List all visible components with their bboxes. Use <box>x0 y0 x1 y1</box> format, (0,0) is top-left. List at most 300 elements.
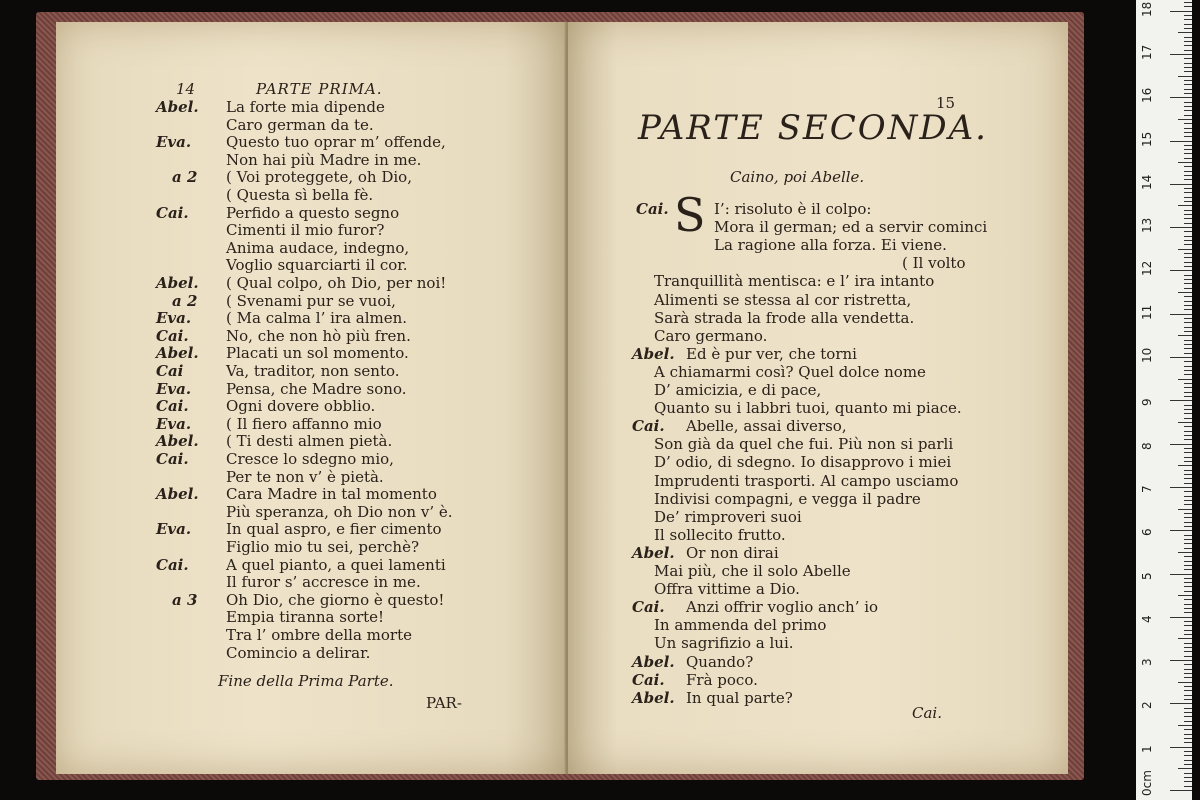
ruler-minor-tick <box>1184 366 1192 367</box>
ruler-tick <box>1170 357 1192 358</box>
verse-line: Cresce lo sdegno mio, <box>226 450 394 468</box>
ruler-minor-tick <box>1184 2 1192 3</box>
ruler-minor-tick <box>1184 457 1192 458</box>
ruler-minor-tick <box>1184 331 1192 332</box>
ruler-minor-tick <box>1184 751 1192 752</box>
ruler-minor-tick <box>1184 708 1192 709</box>
ruler-tick <box>1170 11 1192 12</box>
catchword: Cai. <box>912 704 942 722</box>
ruler-minor-tick <box>1184 179 1192 180</box>
ruler-minor-tick <box>1184 240 1192 241</box>
ruler-label: 7 <box>1140 485 1154 493</box>
ruler-tick <box>1170 703 1192 704</box>
ruler-minor-tick <box>1184 231 1192 232</box>
ruler-tick <box>1170 574 1192 575</box>
verse-line: In ammenda del primo <box>654 616 827 635</box>
ruler-minor-tick <box>1184 643 1192 644</box>
ruler-minor-tick <box>1184 435 1192 436</box>
ruler-minor-tick <box>1184 612 1192 613</box>
ruler-minor-tick <box>1184 19 1192 20</box>
verse-line: ( Il volto <box>902 254 966 273</box>
speaker-label: Cai. <box>156 326 189 345</box>
closing-line: Fine della Prima Parte. <box>218 672 394 690</box>
ruler-minor-tick <box>1184 288 1192 289</box>
speaker-label: Abel. <box>632 688 675 707</box>
ruler-minor-tick <box>1184 128 1192 129</box>
verse-line: Caro german da te. <box>226 115 374 134</box>
verse-line: Abelle, assai diverso, <box>686 417 847 436</box>
ruler-minor-tick <box>1184 608 1192 609</box>
ruler-minor-tick <box>1184 136 1192 137</box>
page-title: PARTE SECONDA. <box>638 108 988 148</box>
ruler-minor-tick <box>1184 426 1192 427</box>
verse-line: Anzi offrir voglio anch’ io <box>686 598 879 617</box>
verse-line: De’ rimproveri suoi <box>654 507 802 526</box>
ruler-minor-tick <box>1178 465 1192 466</box>
ruler-minor-tick <box>1184 361 1192 362</box>
verse-line: A chiamarmi così? Quel dolce nome <box>654 362 926 381</box>
ruler-minor-tick <box>1184 677 1192 678</box>
ruler-minor-tick <box>1184 387 1192 388</box>
ruler-minor-tick <box>1184 673 1192 674</box>
ruler-minor-tick <box>1184 413 1192 414</box>
catchword: PAR- <box>426 694 462 712</box>
ruler-minor-tick <box>1184 71 1192 72</box>
speaker-label: Abel. <box>632 652 675 671</box>
ruler-minor-tick <box>1178 509 1192 510</box>
ruler-minor-tick <box>1184 760 1192 761</box>
verse-line: I’: risoluto è il colpo: <box>714 200 872 218</box>
ruler-minor-tick <box>1178 638 1192 639</box>
page-number: 15 <box>936 94 956 112</box>
speaker-label: Abel. <box>156 98 199 116</box>
ruler-label: 6 <box>1140 528 1154 537</box>
speaker-label: Cai. <box>632 417 665 436</box>
ruler-minor-tick <box>1184 383 1192 384</box>
ruler-minor-tick <box>1184 647 1192 648</box>
speaker-label: Cai. <box>156 450 189 468</box>
ruler-minor-tick <box>1178 379 1192 380</box>
ruler-minor-tick <box>1184 630 1192 631</box>
ruler-minor-tick <box>1184 483 1192 484</box>
ruler-minor-tick <box>1184 37 1192 38</box>
verse-line: Figlio mio tu sei, perchè? <box>226 538 420 556</box>
verse-line: Cara Madre in tal momento <box>226 485 437 504</box>
ruler-minor-tick <box>1184 396 1192 397</box>
verse-line: Frà poco. <box>686 670 758 689</box>
ruler-minor-tick <box>1184 84 1192 85</box>
ruler-label: 11 <box>1140 304 1154 320</box>
ruler-minor-tick <box>1184 6 1192 7</box>
verse-line: D’ odio, di sdegno. Io disapprovo i miei <box>654 453 952 472</box>
ruler-minor-tick <box>1184 305 1192 306</box>
ruler-tick <box>1170 400 1192 401</box>
ruler-minor-tick <box>1184 353 1192 354</box>
ruler-minor-tick <box>1184 565 1192 566</box>
ruler-minor-tick <box>1184 188 1192 189</box>
ruler-minor-tick <box>1178 119 1192 120</box>
ruler-minor-tick <box>1184 625 1192 626</box>
ruler-tick <box>1170 660 1192 661</box>
ruler-minor-tick <box>1184 223 1192 224</box>
ruler-minor-tick <box>1184 171 1192 172</box>
ruler-minor-tick <box>1184 764 1192 765</box>
ruler-minor-tick <box>1184 309 1192 310</box>
ruler-minor-tick <box>1178 162 1192 163</box>
verse-line: Un sagrifizio a lui. <box>654 634 794 653</box>
ruler-minor-tick <box>1184 409 1192 410</box>
right-page <box>568 22 1068 774</box>
verse-line: Anima audace, indegno, <box>226 238 410 257</box>
speaker-label: Eva. <box>156 414 192 433</box>
ruler-label: 2 <box>1140 701 1154 710</box>
verse-line: Imprudenti trasporti. Al campo usciamo <box>654 471 959 490</box>
ruler-minor-tick <box>1184 491 1192 492</box>
ruler-label: 12 <box>1140 261 1154 277</box>
ruler-minor-tick <box>1184 374 1192 375</box>
ruler-label: 18 <box>1140 1 1154 17</box>
ruler-minor-tick <box>1184 504 1192 505</box>
ruler-minor-tick <box>1184 41 1192 42</box>
ruler-minor-tick <box>1184 621 1192 622</box>
verse-line: Voglio squarciarti il cor. <box>226 256 408 275</box>
ruler-minor-tick <box>1184 392 1192 393</box>
verse-line: D’ amicizia, e di pace, <box>654 381 822 399</box>
verse-line: Son già da quel che fui. Più non si parli <box>654 435 954 454</box>
verse-line: Pensa, che Madre sono. <box>226 379 407 398</box>
running-head: PARTE PRIMA. <box>256 80 383 98</box>
ruler-minor-tick <box>1184 158 1192 159</box>
ruler-minor-tick <box>1178 725 1192 726</box>
ruler-minor-tick <box>1184 729 1192 730</box>
ruler-minor-tick <box>1178 76 1192 77</box>
ruler-minor-tick <box>1184 266 1192 267</box>
ruler-minor-tick <box>1178 682 1192 683</box>
ruler-minor-tick <box>1184 348 1192 349</box>
ruler-label: 0cm <box>1140 770 1154 796</box>
ruler-tick <box>1170 141 1192 142</box>
ruler-minor-tick <box>1184 500 1192 501</box>
ruler-minor-tick <box>1184 556 1192 557</box>
ruler-minor-tick <box>1184 275 1192 276</box>
ruler-label: 10 <box>1140 347 1154 363</box>
ruler-minor-tick <box>1184 149 1192 150</box>
ruler-tick <box>1170 530 1192 531</box>
ruler-minor-tick <box>1184 781 1192 782</box>
verse-line: Placati un sol momento. <box>226 344 409 363</box>
verse-line: Questo tuo oprar m’ offende, <box>226 133 446 152</box>
ruler-minor-tick <box>1184 262 1192 263</box>
ruler-minor-tick <box>1178 249 1192 250</box>
verse-line: Alimenti se stessa al cor ristretta, <box>654 290 912 309</box>
verse-line: A quel pianto, a quei lamenti <box>226 555 446 574</box>
ruler-minor-tick <box>1184 522 1192 523</box>
ruler-minor-tick <box>1184 327 1192 328</box>
ruler-minor-tick <box>1184 301 1192 302</box>
speaker-label: Eva. <box>156 309 192 328</box>
verse-line: Il furor s’ accresce in me. <box>226 573 421 592</box>
ruler-minor-tick <box>1184 344 1192 345</box>
ruler-minor-tick <box>1184 153 1192 154</box>
verse-line: Or non dirai <box>686 543 779 562</box>
ruler-minor-tick <box>1184 166 1192 167</box>
ruler-minor-tick <box>1184 431 1192 432</box>
ruler-minor-tick <box>1184 773 1192 774</box>
ruler-minor-tick <box>1184 669 1192 670</box>
ruler-minor-tick <box>1178 422 1192 423</box>
measuring-ruler <box>1136 0 1192 800</box>
verse-line: Il sollecito frutto. <box>654 525 786 544</box>
ruler-minor-tick <box>1184 712 1192 713</box>
ruler-minor-tick <box>1178 292 1192 293</box>
verse-line: ( Svenami pur se vuoi, <box>226 291 396 310</box>
ruler-tick <box>1170 747 1192 748</box>
ruler-minor-tick <box>1184 80 1192 81</box>
ruler-minor-tick <box>1184 93 1192 94</box>
ruler-minor-tick <box>1184 721 1192 722</box>
verse-line: Non hai più Madre in me. <box>226 150 422 169</box>
ruler-label: 4 <box>1140 615 1154 623</box>
ruler-minor-tick <box>1184 461 1192 462</box>
ruler-minor-tick <box>1184 543 1192 544</box>
ruler-tick <box>1170 227 1192 228</box>
verse-line: Ed è pur ver, che torni <box>686 344 857 363</box>
ruler-minor-tick <box>1184 586 1192 587</box>
ruler-minor-tick <box>1184 777 1192 778</box>
verse-line: Empia tiranna sorte! <box>226 608 385 627</box>
ruler-tick <box>1170 444 1192 445</box>
ruler-minor-tick <box>1184 686 1192 687</box>
speaker-label: Abel. <box>632 344 675 363</box>
ruler-minor-tick <box>1184 755 1192 756</box>
ruler-minor-tick <box>1184 699 1192 700</box>
ruler-minor-tick <box>1184 89 1192 90</box>
speaker-label: Cai. <box>156 203 189 222</box>
ruler-minor-tick <box>1184 123 1192 124</box>
speaker-label: Abel. <box>156 485 199 504</box>
ruler-minor-tick <box>1184 322 1192 323</box>
speaker-label: Cai. <box>156 397 189 416</box>
ruler-minor-tick <box>1184 474 1192 475</box>
ruler-minor-tick <box>1184 257 1192 258</box>
speaker-label: Eva. <box>156 133 192 152</box>
ruler-minor-tick <box>1184 145 1192 146</box>
ruler-minor-tick <box>1178 552 1192 553</box>
ruler-minor-tick <box>1184 513 1192 514</box>
ruler-label: 16 <box>1140 87 1154 104</box>
verse-line: Sarà strada la frode alla vendetta. <box>654 308 915 327</box>
ruler-minor-tick <box>1184 548 1192 549</box>
speaker-label: Cai. <box>636 200 669 218</box>
verse-line: Mai più, che il solo Abelle <box>654 562 851 580</box>
speaker-label: Abel. <box>632 543 675 562</box>
ruler-minor-tick <box>1184 569 1192 570</box>
ruler-minor-tick <box>1184 786 1192 787</box>
ruler-minor-tick <box>1184 582 1192 583</box>
ruler-minor-tick <box>1184 478 1192 479</box>
ruler-label: 8 <box>1140 441 1154 450</box>
ruler-minor-tick <box>1184 296 1192 297</box>
ruler-minor-tick <box>1184 210 1192 211</box>
ruler-minor-tick <box>1184 716 1192 717</box>
verse-line: No, che non hò più fren. <box>226 326 411 345</box>
ruler-minor-tick <box>1184 656 1192 657</box>
ruler-minor-tick <box>1184 370 1192 371</box>
ruler-label: 14 <box>1140 174 1154 190</box>
ruler-minor-tick <box>1184 279 1192 280</box>
ruler-minor-tick <box>1184 67 1192 68</box>
ruler-tick <box>1170 270 1192 271</box>
ruler-minor-tick <box>1184 651 1192 652</box>
verse-line: ( Il fiero affanno mio <box>226 414 382 433</box>
ruler-label: 5 <box>1140 571 1154 580</box>
ruler-minor-tick <box>1184 738 1192 739</box>
ruler-tick <box>1170 97 1192 98</box>
verse-line: La forte mia dipende <box>226 98 385 116</box>
speaker-label: Eva. <box>156 379 192 398</box>
speaker-label: a 2 <box>172 168 198 187</box>
ruler-minor-tick <box>1184 535 1192 536</box>
ruler-label: 17 <box>1140 44 1154 60</box>
ruler-minor-tick <box>1184 561 1192 562</box>
ruler-minor-tick <box>1184 102 1192 103</box>
ruler-minor-tick <box>1184 175 1192 176</box>
ruler-minor-tick <box>1178 595 1192 596</box>
verse-line: Più speranza, oh Dio non v’ è. <box>226 502 453 521</box>
ruler-label: 9 <box>1140 398 1154 407</box>
speaker-label: a 3 <box>172 590 198 609</box>
verse-line: ( Questa sì bella fè. <box>226 186 374 204</box>
ruler-label: 13 <box>1140 217 1154 234</box>
speaker-label: Abel. <box>156 432 199 451</box>
ruler-minor-tick <box>1184 418 1192 419</box>
ruler-minor-tick <box>1184 197 1192 198</box>
verse-line: ( Ma calma l’ ira almen. <box>226 309 408 328</box>
ruler-minor-tick <box>1184 201 1192 202</box>
ruler-minor-tick <box>1184 192 1192 193</box>
verse-line: Tra l’ ombre della morte <box>226 626 413 644</box>
ruler-minor-tick <box>1184 214 1192 215</box>
drop-cap: S <box>674 188 706 242</box>
ruler-minor-tick <box>1184 405 1192 406</box>
ruler-minor-tick <box>1184 15 1192 16</box>
ruler-minor-tick <box>1184 695 1192 696</box>
ruler-minor-tick <box>1184 439 1192 440</box>
ruler-minor-tick <box>1184 539 1192 540</box>
ruler-minor-tick <box>1184 496 1192 497</box>
verse-line: Cimenti il mio furor? <box>226 221 385 240</box>
ruler-minor-tick <box>1184 236 1192 237</box>
verse-line: Va, traditor, non sento. <box>226 362 400 380</box>
ruler-tick <box>1170 314 1192 315</box>
ruler-minor-tick <box>1184 218 1192 219</box>
verse-line: La ragione alla forza. Ei viene. <box>714 236 947 255</box>
speaker-label: Cai <box>156 362 184 380</box>
ruler-minor-tick <box>1184 690 1192 691</box>
ruler-minor-tick <box>1184 106 1192 107</box>
ruler-minor-tick <box>1184 517 1192 518</box>
verse-line: ( Voi proteggete, oh Dio, <box>226 168 412 187</box>
ruler-minor-tick <box>1184 132 1192 133</box>
ruler-tick <box>1170 790 1192 791</box>
ruler-minor-tick <box>1184 578 1192 579</box>
scene-heading: Caino, poi Abelle. <box>730 168 865 186</box>
speaker-label: Cai. <box>156 555 189 574</box>
left-page <box>56 22 566 774</box>
speaker-label: Cai. <box>632 598 665 617</box>
ruler-minor-tick <box>1184 253 1192 254</box>
ruler-minor-tick <box>1184 742 1192 743</box>
ruler-minor-tick <box>1184 734 1192 735</box>
verse-line: Ogni dovere obblio. <box>226 397 376 416</box>
ruler-minor-tick <box>1178 768 1192 769</box>
ruler-minor-tick <box>1184 470 1192 471</box>
ruler-minor-tick <box>1184 604 1192 605</box>
verse-line: ( Qual colpo, oh Dio, per noi! <box>226 274 447 292</box>
ruler-minor-tick <box>1184 63 1192 64</box>
ruler-minor-tick <box>1178 32 1192 33</box>
ruler-minor-tick <box>1184 24 1192 25</box>
verse-line: Perfido a questo segno <box>226 203 400 222</box>
verse-line: Mora il german; ed a servir cominci <box>714 218 988 237</box>
ruler-minor-tick <box>1184 50 1192 51</box>
page-number: 14 <box>176 80 196 98</box>
verse-line: Tranquillità mentisca: e l’ ira intanto <box>654 272 935 291</box>
ruler-minor-tick <box>1178 205 1192 206</box>
ruler-minor-tick <box>1184 634 1192 635</box>
speaker-label: Abel. <box>156 344 199 363</box>
verse-line: Quanto su i labbri tuoi, quanto mi piace. <box>654 399 962 418</box>
ruler-minor-tick <box>1184 526 1192 527</box>
ruler-minor-tick <box>1184 448 1192 449</box>
ruler-minor-tick <box>1184 283 1192 284</box>
ruler-tick <box>1170 184 1192 185</box>
ruler-minor-tick <box>1184 318 1192 319</box>
ruler-tick <box>1170 487 1192 488</box>
ruler-tick <box>1170 54 1192 55</box>
verse-line: ( Ti desti almen pietà. <box>226 432 393 451</box>
verse-line: Indivisi compagni, e vegga il padre <box>654 489 921 508</box>
ruler-minor-tick <box>1184 110 1192 111</box>
speaker-label: Cai. <box>632 670 665 689</box>
ruler-label: 15 <box>1140 131 1154 147</box>
ruler-minor-tick <box>1184 340 1192 341</box>
verse-line: Per te non v’ è pietà. <box>226 467 384 486</box>
ruler-minor-tick <box>1184 28 1192 29</box>
ruler-tick <box>1170 617 1192 618</box>
speaker-label: Abel. <box>156 274 199 292</box>
verse-line: Quando? <box>686 652 754 671</box>
verse-line: Caro germano. <box>654 326 768 345</box>
ruler-minor-tick <box>1184 664 1192 665</box>
ruler-minor-tick <box>1184 58 1192 59</box>
ruler-minor-tick <box>1184 591 1192 592</box>
ruler-minor-tick <box>1178 335 1192 336</box>
ruler-minor-tick <box>1184 115 1192 116</box>
speaker-label: Eva. <box>156 520 192 539</box>
verse-line: Offra vittime a Dio. <box>654 580 800 599</box>
verse-line: Comincio a delirar. <box>226 643 371 662</box>
ruler-minor-tick <box>1184 45 1192 46</box>
ruler-minor-tick <box>1184 599 1192 600</box>
ruler-label: 3 <box>1140 658 1154 667</box>
ruler-label: 1 <box>1140 745 1154 753</box>
ruler-minor-tick <box>1184 452 1192 453</box>
verse-line: Oh Dio, che giorno è questo! <box>226 590 445 609</box>
ruler-minor-tick <box>1184 244 1192 245</box>
verse-line: In qual parte? <box>686 688 793 707</box>
speaker-label: a 2 <box>172 291 198 310</box>
